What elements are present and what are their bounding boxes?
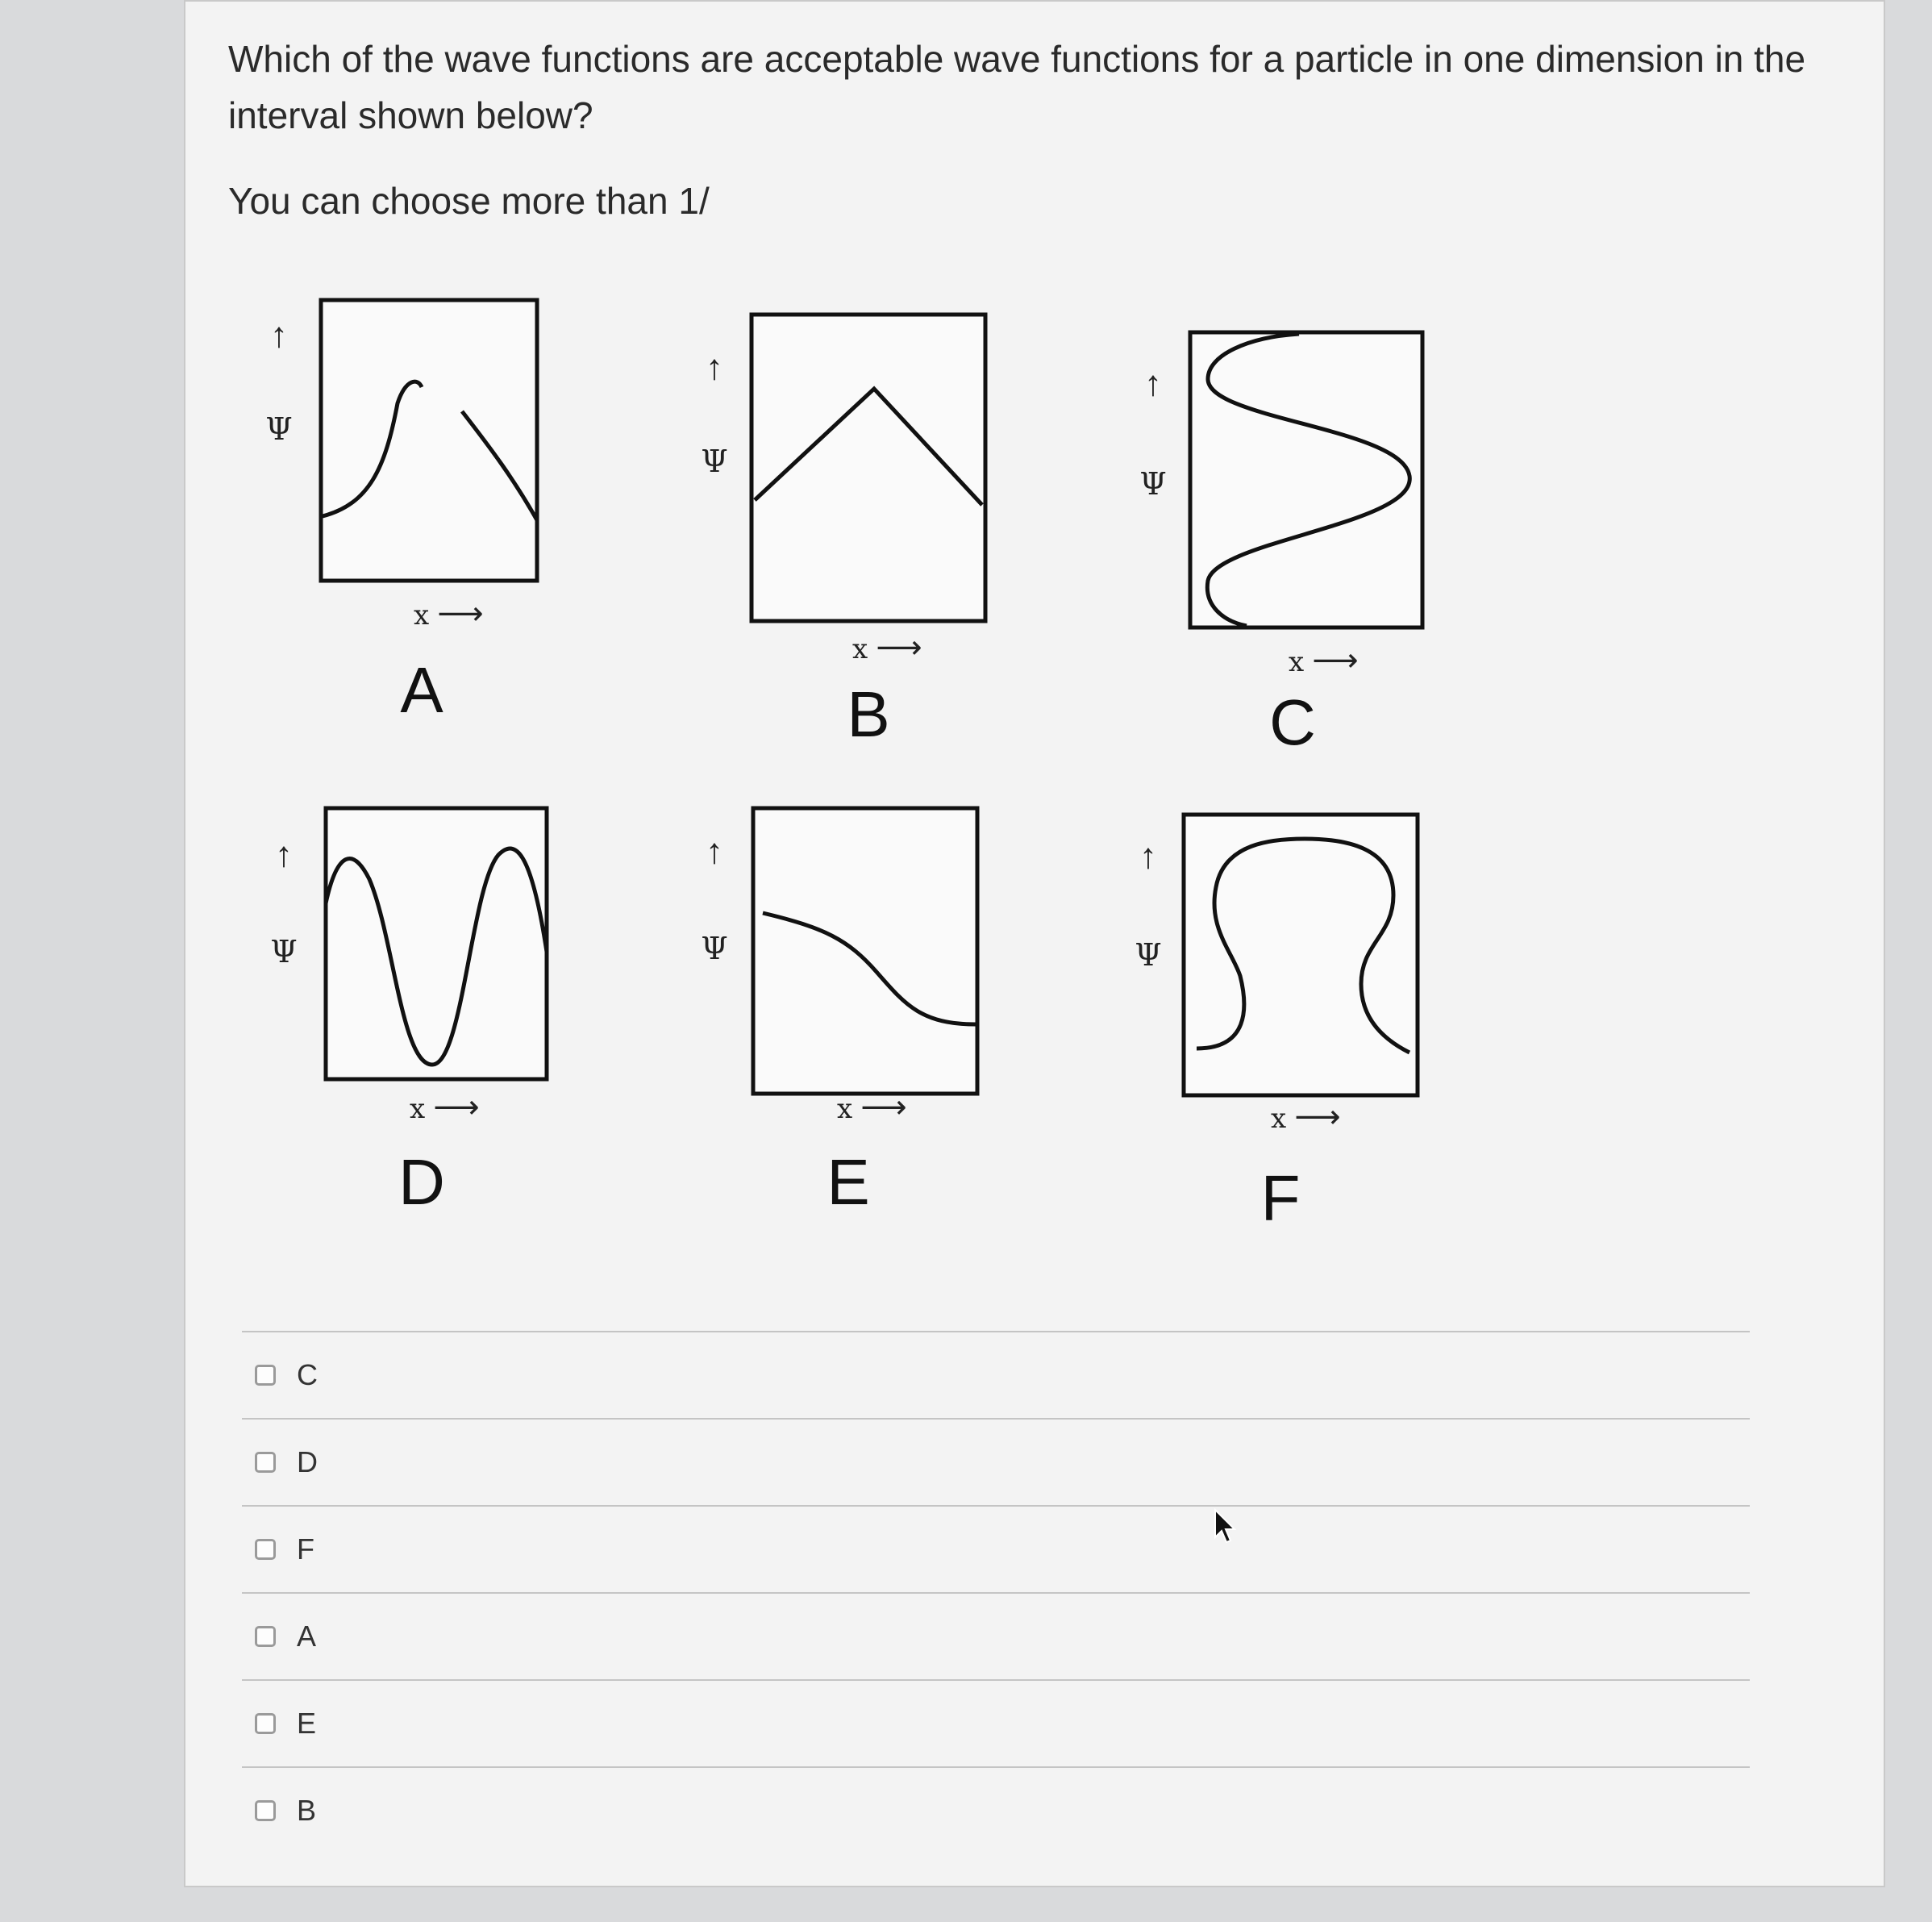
option-label[interactable]: B [297, 1794, 317, 1827]
option-row[interactable] [242, 1331, 1750, 1418]
psi-axis-label: Ψ [270, 934, 298, 969]
x-axis-label: x ⟶ [837, 1089, 907, 1126]
x-axis-label: x ⟶ [852, 629, 922, 666]
panel-letter-c: C [1269, 686, 1316, 758]
psi-axis-label: Ψ [1135, 937, 1162, 973]
wavefunction-panel-a [256, 290, 563, 742]
psi-axis-arrow: ↑ [1139, 836, 1157, 876]
option-row[interactable] [242, 1592, 1750, 1679]
psi-axis-arrow: ↑ [706, 348, 723, 387]
wavefunction-panel-f [1127, 807, 1434, 1258]
psi-axis-arrow: ↑ [1144, 364, 1162, 403]
psi-axis-arrow: ↑ [275, 835, 293, 874]
panel-letter-f: F [1260, 1162, 1301, 1234]
psi-axis-arrow: ↑ [706, 832, 723, 871]
panel-letter-b: B [847, 678, 890, 750]
psi-axis-label: Ψ [701, 444, 728, 479]
option-row[interactable] [242, 1418, 1750, 1505]
option-label[interactable]: C [297, 1358, 318, 1391]
question-text: Which of the wave functions are acceptable wave functions for a particle in one dimension in the interval shown below? [228, 38, 1806, 136]
wavefunction-panel-d [256, 798, 563, 1250]
checkbox[interactable] [255, 1626, 276, 1647]
answer-options [242, 1331, 1750, 1853]
psi-axis-arrow: ↑ [270, 315, 288, 355]
option-row[interactable] [242, 1505, 1750, 1592]
psi-axis-label: Ψ [1139, 466, 1167, 502]
question-hint: You can choose more than 1/ [228, 180, 710, 222]
option-label[interactable]: E [297, 1707, 317, 1740]
psi-axis-label: Ψ [701, 931, 728, 966]
option-label[interactable]: D [297, 1445, 318, 1478]
option-row[interactable] [242, 1679, 1750, 1766]
panel-letter-d: D [398, 1146, 445, 1218]
checkbox[interactable] [255, 1800, 276, 1821]
panel-letter-a: A [400, 654, 443, 726]
checkbox[interactable] [255, 1713, 276, 1734]
mouse-cursor-icon [1214, 1508, 1238, 1544]
checkbox[interactable] [255, 1539, 276, 1560]
x-axis-label: x ⟶ [410, 1089, 480, 1126]
x-axis-label: x ⟶ [1271, 1099, 1341, 1136]
psi-axis-label: Ψ [265, 411, 293, 447]
checkbox[interactable] [255, 1452, 276, 1473]
panel-letter-e: E [827, 1146, 870, 1218]
wavefunction-panel-c [1127, 323, 1434, 774]
option-label[interactable]: A [297, 1620, 317, 1653]
wavefunction-panel-b [687, 306, 993, 758]
wavefunction-panel-e [687, 798, 993, 1250]
x-axis-label: x ⟶ [414, 595, 484, 632]
option-label[interactable]: F [297, 1532, 314, 1566]
x-axis-label: x ⟶ [1289, 642, 1359, 679]
checkbox[interactable] [255, 1365, 276, 1386]
option-row[interactable] [242, 1766, 1750, 1853]
